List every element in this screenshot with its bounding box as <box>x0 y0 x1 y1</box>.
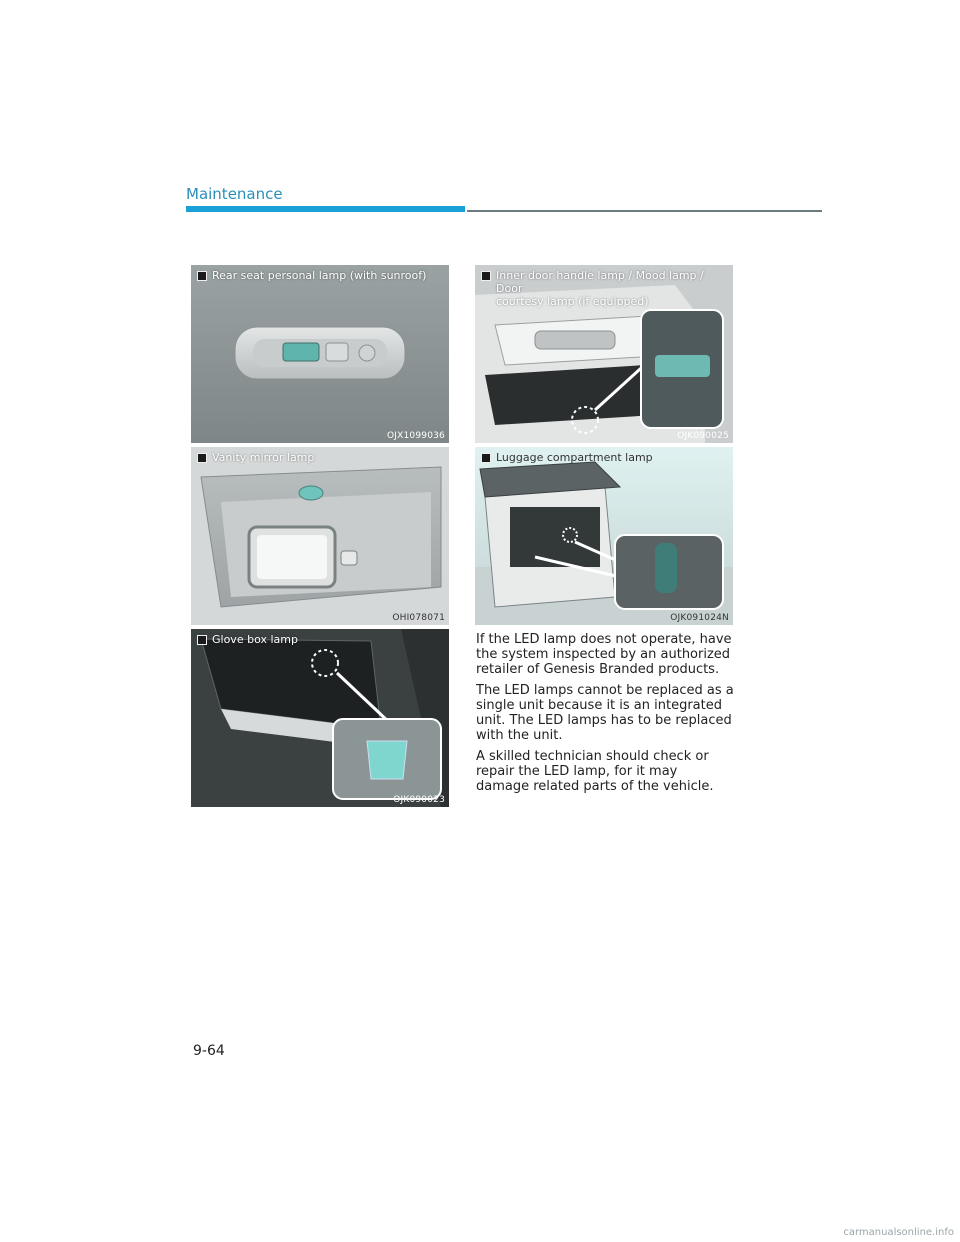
paragraph: If the LED lamp does not operate, have the system inspected by an authorized retailer of Genesis Branded products. <box>476 632 732 677</box>
figure-code: OJK090025 <box>677 431 729 441</box>
caption-text: Glove box lamp <box>212 633 298 646</box>
figure-code: OHI078071 <box>392 613 445 623</box>
bullet-square-icon <box>197 635 207 645</box>
figure-luggage-lamp <box>475 447 733 625</box>
figure-caption <box>481 451 653 464</box>
caption-text: Rear seat personal lamp (with sunroof) <box>212 269 427 282</box>
caption-line-1: Inner door handle lamp / Mood lamp / Door <box>496 269 704 295</box>
footer-watermark: carmanualsonline.info <box>843 1227 954 1238</box>
paragraph: The LED lamps cannot be replaced as a single unit because it is an integrated unit. The LED lamps has to be replaced with the unit. <box>476 683 734 743</box>
figure-glove-box-lamp <box>191 629 449 807</box>
figure-code: OJK091024N <box>670 613 729 623</box>
figure-caption <box>197 269 426 282</box>
caption-text <box>496 269 733 308</box>
glove-box-lamp-illustration <box>191 629 449 807</box>
header-rule <box>467 210 822 212</box>
figure-caption <box>481 269 733 308</box>
luggage-lamp-illustration <box>475 447 733 625</box>
figure-caption <box>197 451 314 464</box>
caption-text: Vanity mirror lamp <box>212 451 315 464</box>
bullet-square-icon <box>481 271 491 281</box>
header-rule-accent <box>186 206 465 212</box>
page-number: 9-64 <box>193 1043 225 1059</box>
rear-seat-lamp-illustration <box>191 265 449 443</box>
figure-code: OJX1099036 <box>387 431 445 441</box>
figure-rear-seat-lamp <box>191 265 449 443</box>
figure-code: OJK090023 <box>393 795 445 805</box>
paragraph: A skilled technician should check or repair the LED lamp, for it may damage related parts of the vehicle. <box>476 749 714 794</box>
figure-inner-door-lamp <box>475 265 733 443</box>
caption-line-2: courtesy lamp (if equipped) <box>496 295 649 308</box>
vanity-mirror-lamp-illustration <box>191 447 449 625</box>
bullet-square-icon <box>197 271 207 281</box>
caption-text: Luggage compartment lamp <box>496 451 653 464</box>
figure-caption <box>197 633 298 646</box>
section-title: Maintenance <box>186 185 283 203</box>
figure-vanity-mirror-lamp <box>191 447 449 625</box>
bullet-square-icon <box>481 453 491 463</box>
bullet-square-icon <box>197 453 207 463</box>
body-text <box>476 632 734 800</box>
